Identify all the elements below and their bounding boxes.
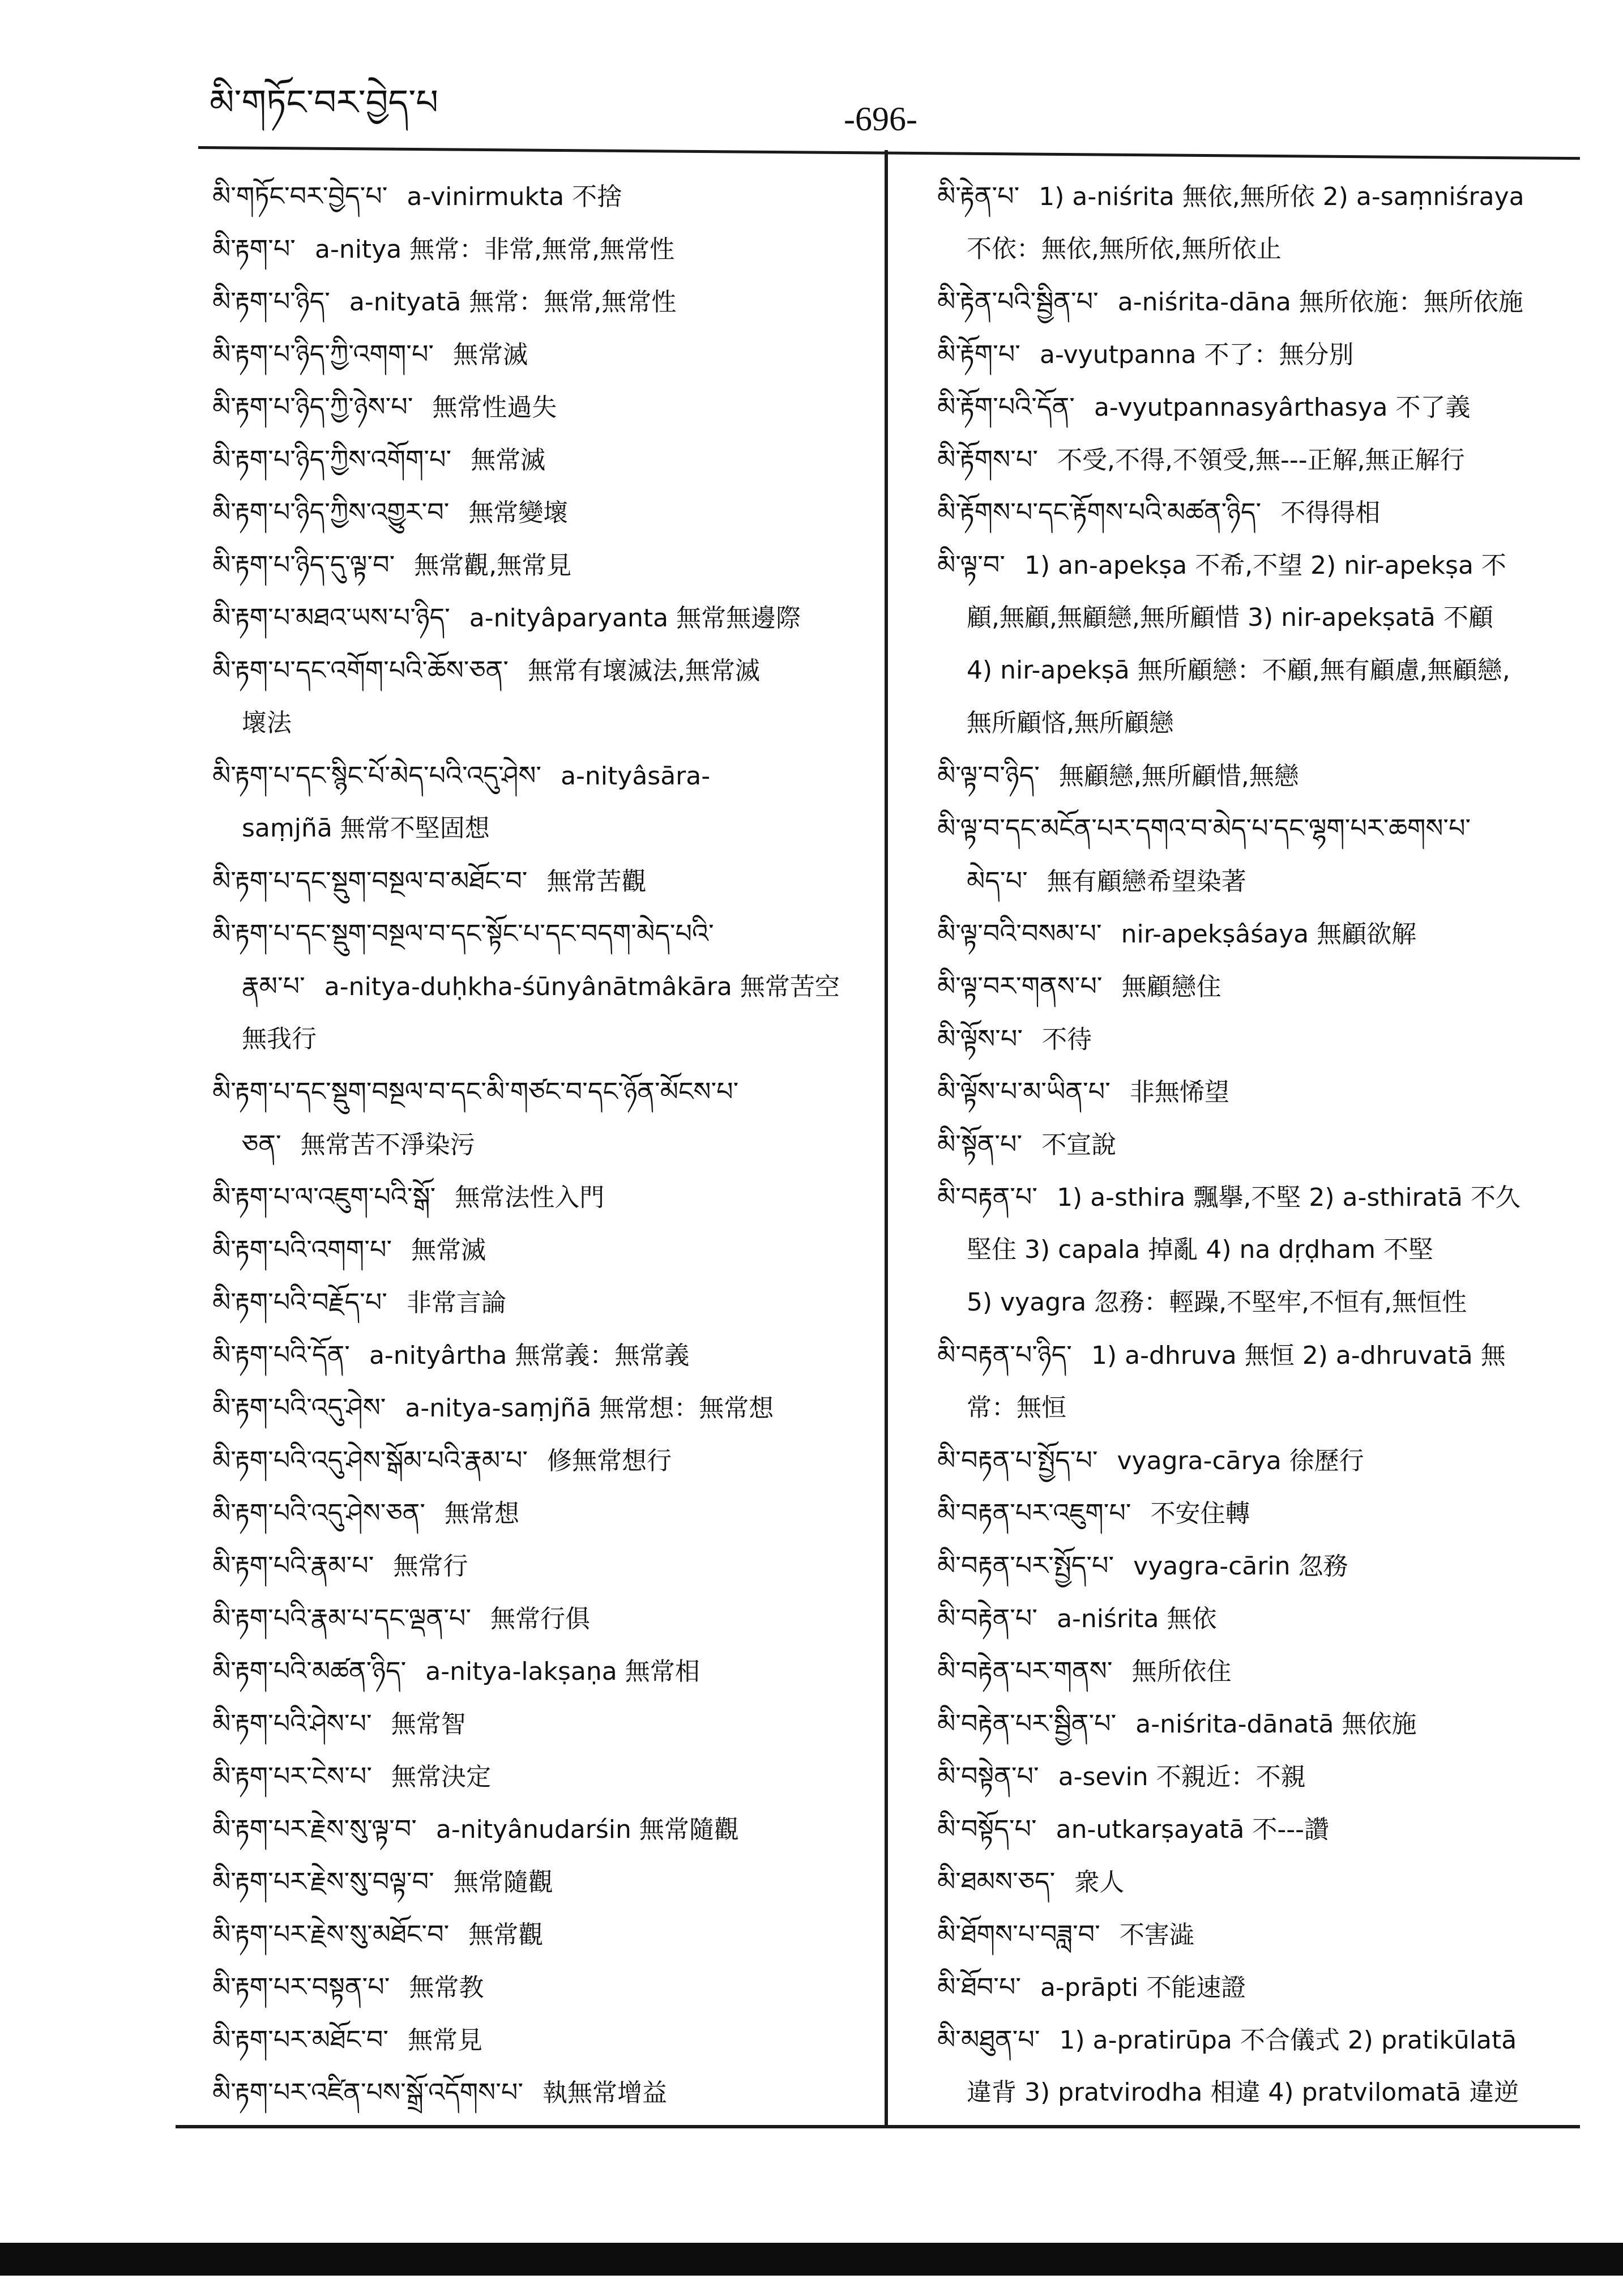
dictionary-entry	[937, 960, 1577, 1013]
entry-definition: 無所依住	[1131, 1657, 1232, 1686]
dictionary-entry	[937, 1908, 1577, 1961]
dictionary-entry	[937, 539, 1577, 591]
dictionary-entry	[212, 170, 858, 223]
entry-definition: 執無常增益	[543, 2079, 668, 2107]
tibetan-headword: མི་རྟག་པ་ཉིད་ཀྱིས་འགོག་པ་	[212, 444, 452, 475]
entry-definition: 無我行	[242, 1025, 317, 1053]
entry-definition: 不依：無依,無所依,無所依止	[967, 234, 1282, 263]
tibetan-headword: མི་རྟོག་པ་	[937, 339, 1020, 369]
dictionary-entry	[212, 644, 858, 697]
dictionary-entry	[212, 1750, 858, 1803]
entry-definition: 無常行	[393, 1552, 468, 1581]
dictionary-entry	[937, 1961, 1577, 2013]
dictionary-entry	[937, 1487, 1577, 1539]
tibetan-headword: མི་རྟག་པ་དང་འགོག་པའི་ཆོས་ཅན་	[212, 655, 509, 685]
tibetan-headword: མི་རྟག་པར་བསྟན་པ་	[212, 1971, 390, 2002]
entry-continuation-line	[937, 644, 1577, 697]
tibetan-headword: མི་རྟག་པ་མཐའ་ཡས་པ་ཉིད་	[212, 602, 450, 633]
tibetan-headword: མི་མཐུན་པ་	[937, 2024, 1040, 2055]
dictionary-entry	[212, 1487, 858, 1539]
tibetan-headword: མི་རྟག་པར་རྗེས་སུ་མཐོང་བ་	[212, 1919, 450, 1949]
dictionary-entry	[937, 1697, 1577, 1750]
entry-definition: 非無悕望	[1129, 1078, 1229, 1107]
dictionary-entry	[212, 1065, 858, 1118]
tibetan-headword: མི་རྟག་པ་དང་སྙིང་པོ་མེད་པའི་འདུ་ཤེས་	[212, 760, 542, 791]
dictionary-entry	[212, 328, 858, 381]
dictionary-entry	[937, 1329, 1577, 1381]
tibetan-headword: མི་བརྟན་པར་འཇུག་པ་	[937, 1497, 1131, 1528]
dictionary-entry	[212, 591, 858, 644]
entry-definition: nir-apekṣâśaya 無顧欲解	[1121, 920, 1417, 949]
entry-definition: 不宣說	[1041, 1130, 1117, 1159]
page-number: -696-	[844, 100, 917, 138]
tibetan-headword: མི་རྟག་པའི་རྣམ་པ་	[212, 1550, 374, 1581]
entry-definition: 不安住轉	[1150, 1499, 1250, 1528]
entry-definition: 1) a-pratirūpa 不合儀式 2) pratikūlatā	[1059, 2026, 1517, 2055]
entry-definition: a-prāpti 不能速證	[1040, 1973, 1246, 2002]
dictionary-entry	[937, 749, 1577, 802]
tibetan-headword: མེད་པ་	[967, 865, 1028, 896]
entry-definition: 常：無恒	[967, 1393, 1066, 1422]
dictionary-entry	[937, 907, 1577, 960]
entry-definition: a-vinirmukta 不捨	[407, 182, 622, 211]
tibetan-headword: མི་རྟག་པ་ལ་འཇུག་པའི་སྒོ་	[212, 1181, 436, 1212]
tibetan-headword: མི་བསྟོད་པ་	[937, 1813, 1037, 1844]
dictionary-entry	[212, 223, 858, 275]
dictionary-entry	[212, 1592, 858, 1645]
dictionary-entry	[937, 802, 1577, 855]
tibetan-headword: མི་རྟེན་པ་	[937, 181, 1020, 211]
tibetan-headword: མི་རྟག་པར་ངེས་པ་	[212, 1761, 373, 1791]
entry-definition: 非常言論	[406, 1288, 506, 1317]
tibetan-headword: མི་རྟག་པ་དང་སྡུག་བསྔལ་བ་མཐོང་བ་	[212, 865, 528, 896]
tibetan-headword: མི་རྟག་པའི་དོན་	[212, 1339, 350, 1370]
tibetan-headword: མི་རྟག་པ་ཉིད་	[212, 286, 330, 317]
tibetan-headword: མི་ལྟོས་པ་མ་ཡིན་པ་	[937, 1076, 1111, 1107]
dictionary-entry	[212, 1171, 858, 1223]
entry-continuation-line	[937, 1381, 1577, 1434]
tibetan-headword: མི་རྟག་པ་	[212, 233, 296, 264]
dictionary-entry	[937, 1434, 1577, 1487]
entry-definition: 無常苦觀	[546, 867, 647, 896]
entry-definition: a-nityatā 無常：無常,無常性	[349, 288, 677, 317]
entry-definition: 無顧戀,無所顧惜,無戀	[1058, 762, 1299, 791]
entry-continuation-line	[937, 223, 1577, 275]
dictionary-entry	[212, 1803, 858, 1855]
entry-definition: 不害澁	[1119, 1921, 1194, 1949]
tibetan-headword: མི་རྟག་པ་ཉིད་ཀྱིས་འགྱུར་བ་	[212, 497, 450, 527]
tibetan-headword: མི་བརྟེན་པར་གནས་	[937, 1655, 1113, 1686]
dictionary-entry	[212, 1434, 858, 1487]
entry-definition: 無常滅	[411, 1236, 486, 1265]
entry-definition: 無顧戀住	[1121, 972, 1221, 1001]
dictionary-entry	[937, 328, 1577, 381]
tibetan-headword: མི་ལྟ་བ་	[937, 549, 1006, 580]
tibetan-headword: མི་བསྟེན་པ་	[937, 1761, 1039, 1791]
dictionary-entry	[937, 1645, 1577, 1697]
dictionary-entry	[212, 433, 858, 486]
running-head: མི་གཏོང་བར་བྱེད་པ	[210, 82, 438, 123]
tibetan-headword: མི་རྟག་པའི་འདུ་ཤེས་སྒོམ་པའི་རྣམ་པ་	[212, 1445, 528, 1475]
dictionary-entry	[212, 1697, 858, 1750]
entry-definition: 違背 3) pratvirodha 相違 4) pratvilomatā 違逆	[967, 2078, 1519, 2107]
entry-definition: a-niśrita 無依	[1057, 1604, 1217, 1633]
entry-definition: 顧,無顧,無顧戀,無所顧惜 3) nir-apekṣatā 不顧	[967, 603, 1493, 632]
entry-continuation-line	[937, 855, 1577, 907]
entry-definition: 1) an-apekṣa 不希,不望 2) nir-apekṣa 不	[1024, 551, 1506, 580]
entry-definition: 無常苦不淨染污	[300, 1130, 475, 1159]
tibetan-headword: མི་རྟག་པའི་མཚན་ཉིད་	[212, 1655, 407, 1686]
entry-definition: a-nitya 無常：非常,無常,無常性	[314, 235, 675, 264]
tibetan-headword: མི་ལྟ་བ་ཉིད་	[937, 760, 1040, 791]
entry-continuation-line	[212, 960, 858, 1013]
entry-definition: 無常行俱	[490, 1604, 591, 1633]
entry-definition: a-sevin 不親近：不親	[1058, 1762, 1306, 1791]
entry-definition: a-niśrita-dāna 無所依施：無所依施	[1117, 288, 1523, 317]
dictionary-entry	[937, 1065, 1577, 1118]
column-divider	[885, 150, 888, 2127]
dictionary-entry	[212, 1645, 858, 1697]
tibetan-headword: མི་བརྟེན་པར་སྦྱིན་པ་	[937, 1708, 1117, 1739]
entry-continuation-line	[937, 1276, 1577, 1329]
dictionary-entry	[937, 1013, 1577, 1065]
dictionary-entry	[212, 2013, 858, 2066]
dictionary-entry	[212, 1276, 858, 1329]
tibetan-headword: མི་རྟག་པར་རྗེས་སུ་ལྟ་བ་	[212, 1813, 417, 1844]
right-column	[937, 170, 1577, 2119]
dictionary-entry	[212, 855, 858, 907]
entry-definition: 不待	[1042, 1025, 1092, 1054]
header-rule	[198, 146, 1580, 160]
dictionary-entry	[212, 1539, 858, 1592]
entry-definition: 無常決定	[391, 1762, 492, 1791]
tibetan-headword: མི་རྟག་པ་ཉིད་དུ་ལྟ་བ་	[212, 549, 395, 580]
entry-definition: 無常想	[445, 1499, 520, 1528]
tibetan-headword: མི་ལྟ་བར་གནས་པ་	[937, 971, 1103, 1001]
dictionary-entry	[937, 2013, 1577, 2066]
dictionary-entry	[937, 1539, 1577, 1592]
tibetan-headword: ཅན་	[242, 1129, 281, 1159]
tibetan-headword: མི་རྟོགས་པ་དང་རྟོགས་པའི་མཚན་ཉིད་	[937, 497, 1262, 527]
tibetan-headword: རྣམ་པ་	[242, 971, 305, 1001]
entry-definition: a-nitya-lakṣaṇa 無常相	[425, 1657, 700, 1686]
tibetan-headword: མི་ལྟ་བ་དང་མངོན་པར་དགའ་བ་མེད་པ་དང་ལྷག་པར་ཆགས་པ་	[937, 813, 1471, 843]
entry-definition: saṃjñā 無常不堅固想	[242, 814, 490, 843]
entry-definition: an-utkarṣayatā 不---讚	[1056, 1815, 1329, 1844]
entry-definition: 無常觀	[468, 1921, 544, 1949]
entry-definition: a-nitya-duḥkha-śūnyânātmâkāra 無常苦空	[324, 972, 840, 1001]
entry-definition: 5) vyagra 忽務：輕躁,不堅牢,不恒有,無恒性	[967, 1288, 1467, 1317]
entry-continuation-line	[212, 1118, 858, 1171]
tibetan-headword: མི་རྟག་པའི་འགག་པ་	[212, 1234, 392, 1265]
entry-definition: 衆人	[1074, 1868, 1125, 1897]
dictionary-entry	[937, 1855, 1577, 1908]
dictionary-entry	[212, 486, 858, 539]
entry-definition: a-nityânudarśin 無常隨觀	[435, 1815, 739, 1844]
tibetan-headword: མི་བརྟན་པ་ཉིད་	[937, 1339, 1072, 1370]
left-column	[212, 170, 858, 2119]
entry-definition: 無常觀,無常見	[414, 551, 572, 580]
entry-definition: 壞法	[242, 709, 292, 737]
dictionary-entry	[212, 539, 858, 591]
entry-definition: a-nitya-saṃjñā 無常想：無常想	[405, 1394, 774, 1423]
entry-definition: a-niśrita-dānatā 無依施	[1135, 1710, 1417, 1739]
entry-continuation-line	[937, 1223, 1577, 1276]
dictionary-entry	[937, 1750, 1577, 1803]
entry-definition: 無所顧悋,無所顧戀	[967, 709, 1174, 737]
entry-continuation-line	[212, 1013, 858, 1065]
tibetan-headword: མི་བརྟན་པ་	[937, 1181, 1038, 1212]
entry-definition: 無常隨觀	[453, 1868, 553, 1897]
entry-definition: 無常滅	[471, 446, 546, 475]
tibetan-headword: མི་རྟག་པར་མཐོང་བ་	[212, 2024, 389, 2055]
tibetan-headword: མི་ཐོགས་པ་བཟླ་བ་	[937, 1919, 1100, 1949]
tibetan-headword: མི་རྟག་པའི་བརྗོད་པ་	[212, 1287, 387, 1317]
dictionary-entry	[937, 275, 1577, 328]
entry-definition: 無常法性入門	[455, 1183, 605, 1212]
entry-continuation-line	[937, 591, 1577, 644]
tibetan-headword: མི་བརྟན་པ་སྤྱོད་པ་	[937, 1445, 1098, 1475]
tibetan-headword: མི་ཐོབ་པ་	[937, 1971, 1022, 2002]
entry-continuation-line	[937, 2066, 1577, 2119]
entry-definition: 無有顧戀希望染著	[1047, 867, 1246, 896]
entry-definition: 堅住 3) capala 掉亂 4) na dṛḍham 不堅	[967, 1235, 1433, 1264]
dictionary-entry	[937, 1171, 1577, 1223]
dictionary-entry	[212, 749, 858, 802]
entry-definition: 修無常想行	[547, 1446, 672, 1475]
dictionary-entry	[937, 381, 1577, 433]
tibetan-headword: མི་རྟག་པ་དང་སྡུག་བསྔལ་བ་དང་སྟོང་པ་དང་བདག་མེད་པའི་	[212, 918, 714, 949]
entry-definition: 無常變壞	[468, 498, 569, 527]
tibetan-headword: མི་རྟག་པར་རྗེས་སུ་བལྟ་བ་	[212, 1866, 434, 1897]
entry-definition: 無常滅	[453, 340, 528, 369]
dictionary-entry	[212, 1961, 858, 2013]
tibetan-headword: མི་རྟོགས་པ་	[937, 444, 1039, 475]
dictionary-entry	[937, 1803, 1577, 1855]
dictionary-entry	[212, 1329, 858, 1381]
entry-definition: a-vyutpanna 不了：無分別	[1039, 340, 1354, 369]
tibetan-headword: མི་ཐམས་ཅད་	[937, 1866, 1056, 1897]
entry-continuation-line	[212, 802, 858, 855]
entry-definition: 無常見	[408, 2026, 483, 2055]
entry-continuation-line	[937, 697, 1577, 749]
dictionary-entry	[212, 275, 858, 328]
tibetan-headword: མི་ལྟ་བའི་བསམ་པ་	[937, 918, 1102, 949]
tibetan-headword: མི་རྟག་པའི་རྣམ་པ་དང་ལྡན་པ་	[212, 1603, 472, 1633]
entry-definition: vyagra-cārya 徐歷行	[1117, 1446, 1364, 1475]
dictionary-entry	[937, 486, 1577, 539]
entry-definition: 不得得相	[1280, 498, 1381, 527]
entry-definition: a-vyutpannasyârthasya 不了義	[1094, 393, 1471, 422]
entry-definition: 無常有壞滅法,無常滅	[528, 656, 761, 685]
dictionary-entry	[937, 170, 1577, 223]
dictionary-entry	[212, 907, 858, 960]
entry-definition: 1) a-sthira 飄擧,不堅 2) a-sthiratā 不久	[1057, 1183, 1521, 1212]
entry-definition: 無常性過失	[432, 393, 557, 422]
tibetan-headword: མི་ལྟོས་པ་	[937, 1023, 1023, 1054]
tibetan-headword: མི་གཏོང་བར་བྱེད་པ་	[212, 181, 388, 211]
scan-edge-bar	[0, 2243, 1623, 2276]
tibetan-headword: མི་རྟེན་པའི་སྦྱིན་པ་	[937, 286, 1099, 317]
dictionary-entry	[212, 1381, 858, 1434]
entry-definition: a-nityâparyanta 無常無邊際	[469, 604, 801, 633]
dictionary-entry	[212, 1855, 858, 1908]
entry-definition: 4) nir-apekṣā 無所顧戀：不顧,無有顧慮,無顧戀,	[967, 656, 1510, 685]
entry-continuation-line	[212, 697, 858, 749]
entry-definition: 1) a-niśrita 無依,無所依 2) a-saṃniśraya	[1039, 182, 1524, 211]
tibetan-headword: མི་རྟག་པར་འཛིན་པས་སྒྲོ་འདོགས་པ་	[212, 2077, 524, 2107]
entry-definition: 無常教	[409, 1973, 484, 2002]
dictionary-entry	[212, 2066, 858, 2119]
footer-rule	[176, 2125, 1580, 2128]
tibetan-headword: མི་རྟག་པའི་འདུ་ཤེས་ཅན་	[212, 1497, 426, 1528]
dictionary-entry	[212, 381, 858, 433]
tibetan-headword: མི་རྟག་པའི་ཤེས་པ་	[212, 1708, 372, 1739]
entry-definition: a-nityârtha 無常義：無常義	[369, 1341, 690, 1370]
dictionary-entry	[937, 433, 1577, 486]
tibetan-headword: མི་རྟག་པ་ཉིད་ཀྱི་འགག་པ་	[212, 339, 434, 369]
tibetan-headword: མི་རྟག་པའི་འདུ་ཤེས་	[212, 1392, 386, 1423]
tibetan-headword: མི་རྟོག་པའི་དོན་	[937, 391, 1075, 422]
tibetan-headword: མི་རྟག་པ་ཉིད་ཀྱི་ཉེས་པ་	[212, 391, 413, 422]
tibetan-headword: མི་སྟོན་པ་	[937, 1129, 1023, 1159]
tibetan-headword: མི་བརྟན་པར་སྤྱོད་པ་	[937, 1550, 1114, 1581]
entry-definition: 無常智	[391, 1710, 466, 1739]
entry-definition: a-nityâsāra-	[561, 762, 711, 791]
dictionary-entry	[937, 1592, 1577, 1645]
dictionary-entry	[212, 1223, 858, 1276]
dictionary-entry	[937, 1118, 1577, 1171]
entry-definition: vyagra-cārin 忽務	[1133, 1552, 1348, 1581]
entry-definition: 不受,不得,不領受,無---正解,無正解行	[1057, 446, 1465, 475]
tibetan-headword: མི་བརྟེན་པ་	[937, 1603, 1038, 1633]
dictionary-entry	[212, 1908, 858, 1961]
tibetan-headword: མི་རྟག་པ་དང་སྡུག་བསྔལ་བ་དང་མི་གཙང་བ་དང་ཉོན་མོངས་པ་	[212, 1076, 739, 1107]
entry-definition: 1) a-dhruva 無恒 2) a-dhruvatā 無	[1091, 1341, 1506, 1370]
